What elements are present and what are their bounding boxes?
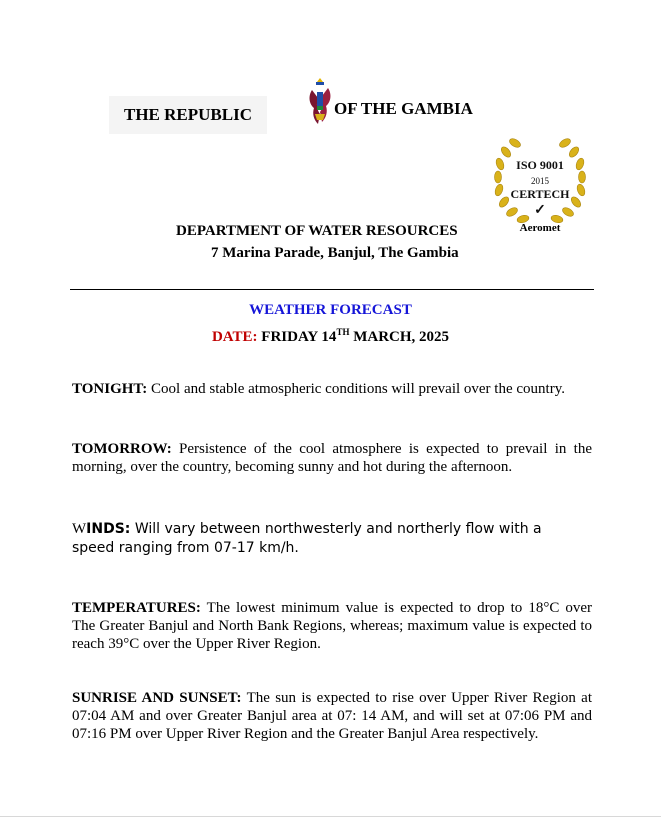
winds-label-rest: INDS: [86, 521, 131, 537]
aeromet-label: Aeromet [519, 222, 561, 234]
date-value-post: MARCH, 2025 [353, 329, 450, 345]
forecast-title: WEATHER FORECAST [249, 302, 412, 318]
page-edge-divider [0, 816, 661, 817]
header-divider [70, 289, 594, 290]
tomorrow-text: Persistence of the cool atmosphere is expected to prevail in the morning, over the country, becoming sunny and hot during the afternoon. [72, 441, 593, 475]
republic-label-right: OF THE GAMBIA [334, 99, 473, 118]
sun-label: SUNRISE AND SUNSET: [72, 690, 242, 706]
tomorrow-label: TOMORROW: [72, 441, 172, 457]
tonight-text: Cool and stable atmospheric conditions will prevail over the country. [151, 381, 565, 397]
date-label: DATE: [211, 329, 258, 345]
tonight-label: TONIGHT: [72, 381, 148, 397]
temperatures-label: TEMPERATURES: [72, 600, 201, 616]
republic-label-left: THE REPUBLIC [109, 96, 267, 134]
tonight-section [72, 380, 592, 398]
sun-text: The sun is expected to rise over Upper River Region at 07:04 AM and over Greater Banjul area at 07: 14 AM, and will set at 07:06 PM and 07:16 PM over Upper River Region and the Greater Banjul Area respectively. [72, 690, 592, 742]
sun-section [72, 689, 592, 743]
seal-line3: CERTECH [510, 187, 570, 201]
date-value-pre: FRIDAY 14 [261, 329, 337, 345]
date-suffix: TH [336, 327, 350, 337]
seal-line2: 2015 [531, 176, 549, 186]
seal-check-icon: ✓ [534, 203, 546, 218]
department-name: DEPARTMENT OF WATER RESOURCES [176, 223, 458, 239]
temperatures-text: The lowest minimum value is expected to drop to 18°C over The Greater Banjul and North Bank Regions, whereas; maximum value is expected to reach 39°C over the Upper River Region. [72, 600, 593, 652]
winds-label-first: W [72, 521, 87, 537]
seal-line1: ISO 9001 [516, 158, 564, 172]
winds-section [72, 520, 542, 558]
department-address: 7 Marina Parade, Banjul, The Gambia [211, 245, 459, 261]
winds-text: Will vary between northwesterly and northerly flow with a speed ranging from 07-17 km/h. [72, 521, 542, 556]
temperatures-section [72, 599, 592, 653]
forecast-date [0, 327, 661, 346]
tomorrow-section [72, 440, 592, 476]
gambia-coat-of-arms-icon [306, 76, 334, 132]
iso-laurel-seal-icon [490, 132, 590, 232]
